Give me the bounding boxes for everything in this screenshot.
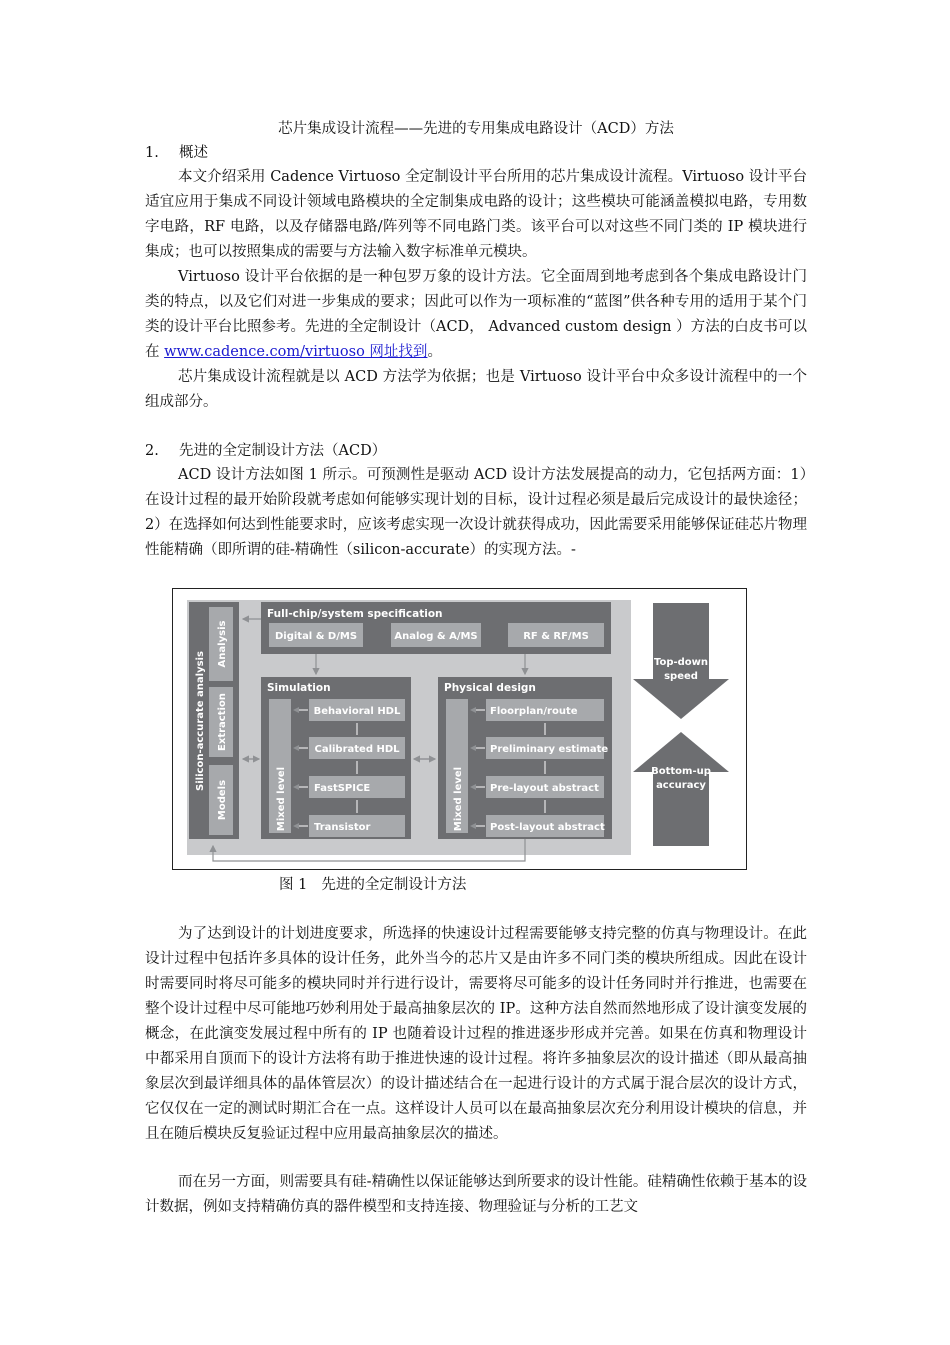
bottom-up-label-1: Bottom-up — [651, 766, 711, 777]
spec-item-rf-label: RF & RF/MS — [523, 631, 589, 642]
section-1-title: 概述 — [179, 145, 208, 161]
transistor-label: Transistor — [314, 822, 371, 833]
section-2-paragraph-2: 为了达到设计的计划进度要求，所选择的快速设计过程需要能够支持完整的仿真与物理设计。在此设计过程中包括许多具体的设计任务，此外当今的芯片又是由许多不同门类的模块所组成。因此在设计时需要同时将尽可能多的模块同时并行进行设计，需要将尽可能多的设计任务同时并行推进，也需要在整个设计过程中尽可能地巧妙利用处于最高抽象层次的 IP。这种方法自然而然地形成了设计演变发展的概念，在此演变发展过程中所有的 IP 也随着设计过程的推进逐步形成并完善。如果在仿真和物理设计中都采用自顶而下的设计方法将有助于推进快速的设计过程。将许多抽象层次的设计描述（即从最高抽象层次到最详细具体的晶体管层次）的设计描述结合在一起进行设计的方式属于混合层次的设计方式，它仅仅在一定的测试时期汇合在一点。这样设计人员可以在最高抽象层次充分利用设计模块的信息，并且在随后模块反复验证过程中应用最高抽象层次的描述。 — [145, 926, 807, 1142]
spec-title: Full-chip/system specification — [267, 608, 443, 620]
cadence-link[interactable]: www.cadence.com/virtuoso 网址找到 — [164, 344, 428, 360]
calibrated-hdl-label: Calibrated HDL — [314, 744, 400, 755]
physical-mixed-level-label: Mixed level — [453, 766, 464, 832]
section-2-heading — [145, 440, 807, 462]
physical-title: Physical design — [444, 682, 536, 694]
floorplan-label: Floorplan/route — [490, 706, 578, 717]
section-1-number: 1. — [145, 145, 159, 161]
simulation-mixed-level-label: Mixed level — [276, 766, 287, 832]
extraction-label: Extraction — [217, 693, 228, 751]
section-2-paragraph-1: ACD 设计方法如图 1 所示。可预测性是驱动 ACD 设计方法发展提高的动力，它包括两方面：1）在设计过程的最开始阶段就考虑如何能够实现计划的目标，设计过程必须是最后完成设计的最快途径；2）在选择如何达到性能要求时，应该考虑实现一次设计就获得成功，因此需要采用能够保证硅芯片物理性能精确（即所谓的硅-精确性（silicon-accurate）的实现方法。- — [145, 467, 807, 558]
figure-1 — [172, 588, 747, 870]
section-2-title: 先进的全定制设计方法（ACD） — [179, 443, 387, 459]
figure-1-caption — [279, 874, 466, 896]
models-label: Models — [217, 779, 228, 821]
spec-item-analog-label: Analog & A/MS — [394, 631, 478, 642]
section-1-paragraph-3: 芯片集成设计流程就是以 ACD 方法学为依据；也是 Virtuoso 设计平台中众多设计流程中的一个组成部分。 — [145, 369, 807, 410]
behavioral-hdl-label: Behavioral HDL — [313, 706, 401, 717]
section-2-paragraph-3: 而在另一方面，则需要具有硅-精确性以保证能够达到所要求的设计性能。硅精确性依赖于基本的设计数据，例如支持精确仿真的器件模型和支持连接、物理验证与分析的工艺文 — [145, 1174, 807, 1215]
analysis-label: Analysis — [217, 620, 228, 668]
top-down-label-1: Top-down — [653, 657, 709, 668]
fastspice-label: FastSPICE — [314, 783, 371, 794]
figure-number: 图 1 — [279, 877, 308, 893]
section-1-paragraph-2 — [145, 265, 807, 365]
section-1-heading — [145, 142, 807, 164]
silicon-accurate-label: Silicon-accurate analysis — [195, 651, 206, 791]
spec-item-digital-label: Digital & D/MS — [274, 631, 358, 642]
preliminary-estimate-label: Preliminary estimate — [490, 744, 609, 755]
post-layout-label: Post-layout abstract — [490, 822, 605, 833]
figure-caption-text: 先进的全定制设计方法 — [321, 877, 467, 893]
bottom-up-label-2: accuracy — [656, 780, 706, 791]
section-2-number: 2. — [145, 443, 159, 459]
acd-diagram — [173, 589, 746, 869]
top-down-label-2: speed — [664, 671, 698, 682]
paragraph-text-end: 。 — [427, 344, 442, 360]
document-title: 芯片集成设计流程——先进的专用集成电路设计（ACD）方法 — [278, 121, 674, 137]
section-1-paragraph-1: 本文介绍采用 Cadence Virtuoso 全定制设计平台所用的芯片集成设计流程。Virtuoso 设计平台适宜应用于集成不同设计领域电路模块的全定制集成电路的设计；这些模块可能涵盖模拟电路，专用数字电路，RF 电路，以及存储器电路/阵列等不同电路门类。该平台可以对这些不同门类的 IP 模块进行集成；也可以按照集成的需要与方法输入数字标准单元模块。 — [145, 169, 807, 260]
paragraph-text: Virtuoso 设计平台依据的是一种包罗万象的设计方法。它全面周到地考虑到各个集成电路设计门类的特点，以及它们对进一步集成的要求；因此可以作为一项标准的“蓝图”供各种专用的适用于某个门类的设计平台比照参考。先进的全定制设计（ACD， Advanced custom design ）方法的白皮书可以在 — [145, 269, 807, 360]
pre-layout-label: Pre-layout abstract — [490, 783, 599, 794]
simulation-title: Simulation — [267, 682, 331, 694]
